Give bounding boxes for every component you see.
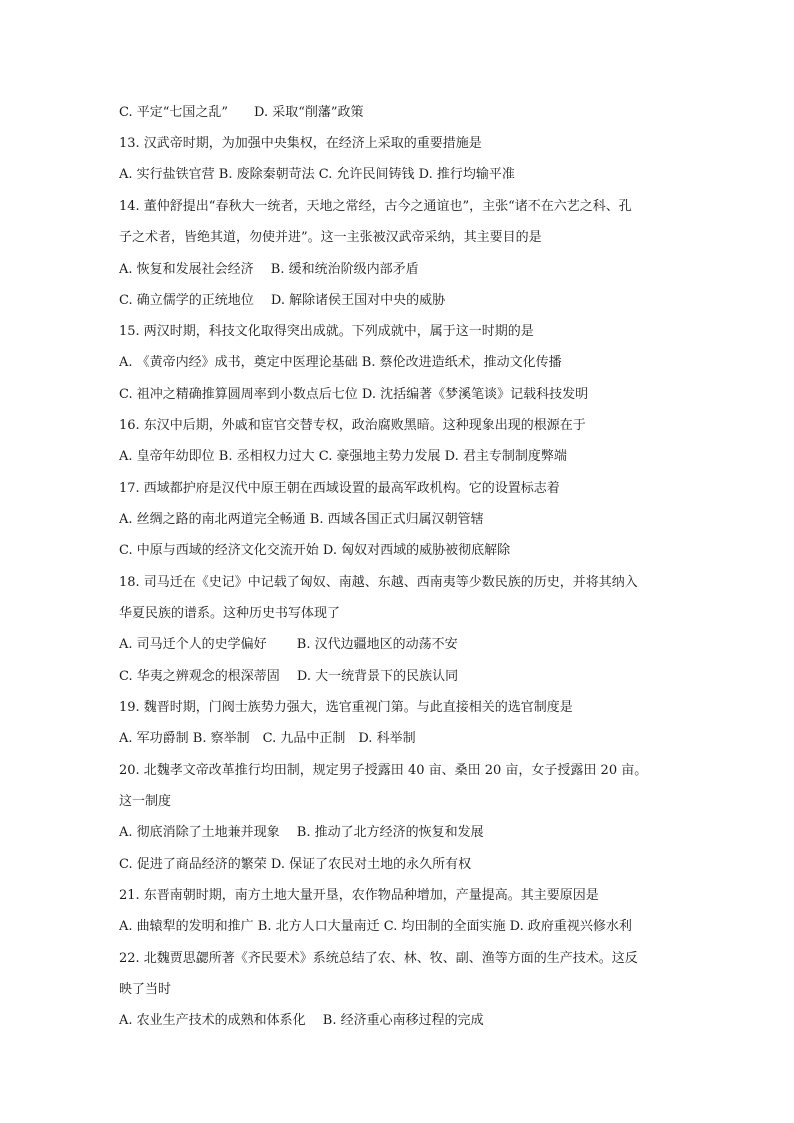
question-22-stem-line-2: 映了当时	[119, 982, 172, 997]
question-13-options: A. 实行盐铁官营 B. 废除秦朝苛法 C. 允许民间铸钱 D. 推行均输平准	[119, 167, 515, 182]
question-14-stem-line-1: 14. 董仲舒提出“春秋大一统者，天地之常经，古今之通谊也”，主张“诸不在六艺之科、孔	[119, 199, 632, 214]
question-21-stem: 21. 东晋南朝时期，南方土地大量开垦，农作物品种增加，产量提高。其主要原因是	[119, 888, 599, 903]
question-17-options-cd: C. 中原与西域的经济文化交流开始 D. 匈奴对西域的威胁被彻底解除	[119, 543, 511, 558]
question-16-stem: 16. 东汉中后期，外戚和宦官交替专权，政治腐败黑暗。这种现象出现的根源在于	[119, 418, 586, 433]
question-20-options-ab: A. 彻底消除了土地兼并现象 B. 推动了北方经济的恢复和发展	[119, 825, 484, 840]
question-20-stem-line-2: 这一制度	[119, 794, 172, 809]
question-14-options-ab: A. 恢复和发展社会经济 B. 缓和统治阶级内部矛盾	[119, 262, 419, 277]
question-13-stem: 13. 汉武帝时期，为加强中央集权，在经济上采取的重要措施是	[119, 136, 482, 151]
question-14-stem-line-2: 子之术者，皆绝其道，勿使并进”。这一主张被汉武帝采纳，其主要目的是	[119, 230, 542, 245]
question-15-stem: 15. 两汉时期，科技文化取得突出成就。下列成就中，属于这一时期的是	[119, 324, 534, 339]
question-22-options-ab: A. 农业生产技术的成熟和体系化 B. 经济重心南移过程的完成	[119, 1013, 484, 1028]
question-21-options: A. 曲辕犁的发明和推广 B. 北方人口大量南迁 C. 均田制的全面实施 D. 政府重视兴修水利	[119, 919, 632, 934]
question-22-stem-line-1: 22. 北魏贾思勰所著《齐民要术》系统总结了农、林、牧、副、渔等方面的生产技术。这反	[119, 951, 638, 966]
question-18-options-cd: C. 华夷之辨观念的根深蒂固 D. 大一统背景下的民族认同	[119, 669, 459, 684]
question-16-options: A. 皇帝年幼即位 B. 丞相权力过大 C. 豪强地主势力发展 D. 君主专制制度弊端	[119, 449, 567, 464]
question-17-stem: 17. 西域都护府是汉代中原王朝在西域设置的最高军政机构。它的设置标志着	[119, 481, 560, 496]
question-20-stem-line-1: 20. 北魏孝文帝改革推行均田制，规定男子授露田 40 亩、桑田 20 亩，女子授露田 20 亩。	[119, 763, 648, 778]
question-17-options-ab: A. 丝绸之路的南北两道完全畅通 B. 西域各国正式归属汉朝管辖	[119, 512, 484, 527]
question-19-options: A. 军功爵制 B. 察举制 C. 九品中正制 D. 科举制	[119, 731, 416, 746]
question-18-stem-line-1: 18. 司马迁在《史记》中记载了匈奴、南越、东越、西南夷等少数民族的历史，并将其纳入	[119, 575, 638, 590]
question-14-options-cd: C. 确立儒学的正统地位 D. 解除诸侯王国对中央的威胁	[119, 293, 446, 308]
question-20-options-cd: C. 促进了商品经济的繁荣 D. 保证了农民对土地的永久所有权	[119, 857, 472, 872]
option-line: C. 平定“七国之乱” D. 采取“削藩”政策	[119, 105, 364, 120]
question-18-stem-line-2: 华夏民族的谱系。这种历史书写体现了	[119, 606, 341, 621]
question-18-options-ab: A. 司马迁个人的史学偏好 B. 汉代边疆地区的动荡不安	[119, 637, 458, 652]
question-19-stem: 19. 魏晋时期，门阀士族势力强大，选官重视门第。与此直接相关的选官制度是	[119, 700, 573, 715]
question-15-options-cd: C. 祖冲之精确推算圆周率到小数点后七位 D. 沈括编著《梦溪笔谈》记载科技发明	[119, 387, 589, 402]
question-15-options-ab: A. 《黄帝内经》成书，奠定中医理论基础 B. 蔡伦改进造纸术，推动文化传播	[119, 355, 562, 370]
